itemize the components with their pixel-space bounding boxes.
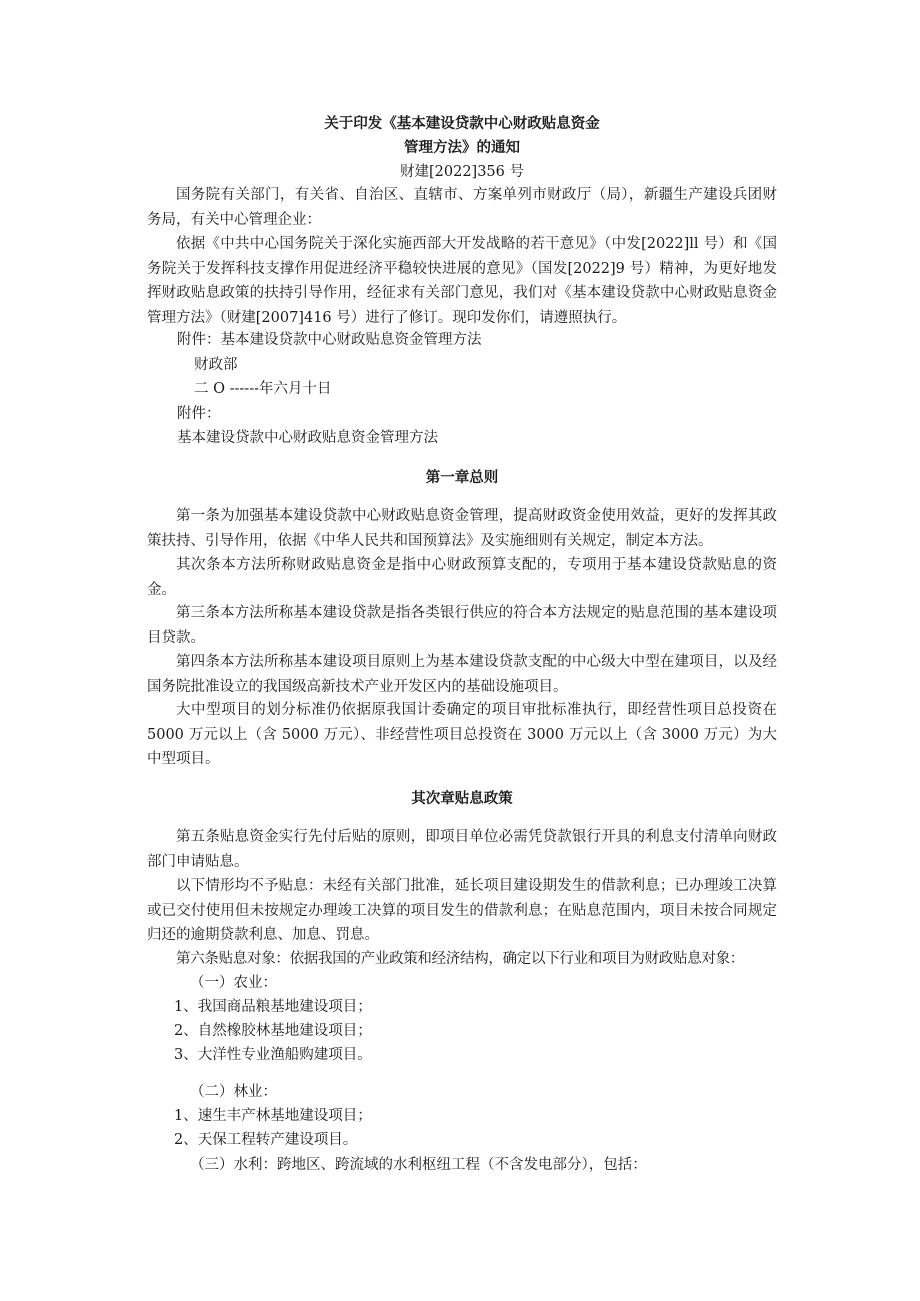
addressee-paragraph: 国务院有关部门，有关省、自治区、直辖市、方案单列市财政厅（局），新疆生产建设兵团财务局，有关中心管理企业：: [147, 187, 777, 228]
article-5: 第五条贴息资金实行先付后贴的原则，即项目单位必需凭贷款银行开具的利息支付清单向财政部门申请贴息。: [147, 829, 777, 870]
agriculture-item: 1、我国商品粮基地建设项目；: [174, 999, 372, 1015]
chapter2-heading: 其次章贴息政策: [411, 790, 513, 807]
forestry-heading: （二）林业：: [190, 1084, 277, 1100]
chapter1-heading: 第一章总则: [425, 469, 499, 486]
forestry-item: 2、天保工程转产建设项目。: [174, 1132, 358, 1148]
attachment-label: 附件：: [177, 406, 221, 422]
agriculture-item: 3、大洋性专业渔船购建项目。: [174, 1047, 372, 1063]
attachment-note: 附件：基本建设贷款中心财政贴息资金管理方法: [177, 332, 482, 348]
article-4-note: 大中型项目的划分标准仍依据原我国计委确定的项目审批标准执行，即经营性项目总投资在 5000 万元以上（含 5000 万元）、非经营性项目总投资在 3000 万元以上（含 3000 万元）为大中型项目。: [147, 702, 777, 767]
issue-date: 二 O ------年六月十日: [194, 381, 332, 397]
notice-body-paragraph: 依据《中共中心国务院关于深化实施西部大开发战略的若干意见》（中发[2022]ll 号）和《国务院关于发挥科技支撑作用促进经济平稳较快进展的意见》（国发[2022]9 号）精神，为更好地发挥财政贴息政策的扶持引导作用，经征求有关部门意见，我们对《基本建设贷款中心财政贴息资金管理方法》（财建[2007]416 号）进行了修订。现印发你们，请遵照执行。: [147, 236, 777, 326]
article-4: 第四条本方法所称基本建设项目原则上为基本建设贷款支配的中心级大中型在建项目，以及经国务院批准设立的我国级高新技术产业开发区内的基础设施项目。: [147, 654, 777, 695]
attachment-title: 基本建设贷款中心财政贴息资金管理方法: [177, 430, 438, 446]
article-3: 第三条本方法所称基本建设贷款是指各类银行供应的符合本方法规定的贴息范围的基本建设项目贷款。: [147, 605, 777, 646]
agriculture-item: 2、自然橡胶林基地建设项目；: [174, 1023, 372, 1039]
water-heading: （三）水利：跨地区、跨流域的水利枢纽工程（不含发电部分），包括：: [190, 1157, 647, 1173]
article-1: 第一条为加强基本建设贷款中心财政贴息资金管理，提高财政资金使用效益，更好的发挥其政策扶持、引导作用，依据《中华人民共和国预算法》及实施细则有关规定，制定本方法。: [147, 508, 777, 549]
title-line-2: 管理方法》的通知: [404, 139, 520, 156]
article-6: 第六条贴息对象：依据我国的产业政策和经济结构，确定以下行业和项目为财政贴息对象：: [176, 951, 744, 967]
forestry-item: 1、速生丰产林基地建设项目；: [174, 1108, 372, 1124]
title-line-1: 关于印发《基本建设贷款中心财政贴息资金: [324, 115, 600, 132]
issuer: 财政部: [194, 357, 238, 373]
doc-number: 财建[2022]356 号: [399, 164, 524, 180]
agriculture-heading: （一）农业：: [190, 975, 277, 991]
exclusions-paragraph: 以下情形均不予贴息：未经有关部门批准，延长项目建设期发生的借款利息；已办理竣工决算或已交付使用但未按规定办理竣工决算的项目发生的借款利息；在贴息范围内，项目未按合同规定归还的逾期贷款利息、加息、罚息。: [147, 878, 777, 943]
article-2: 其次条本方法所称财政贴息资金是指中心财政预算支配的，专项用于基本建设贷款贴息的资金。: [147, 557, 777, 598]
